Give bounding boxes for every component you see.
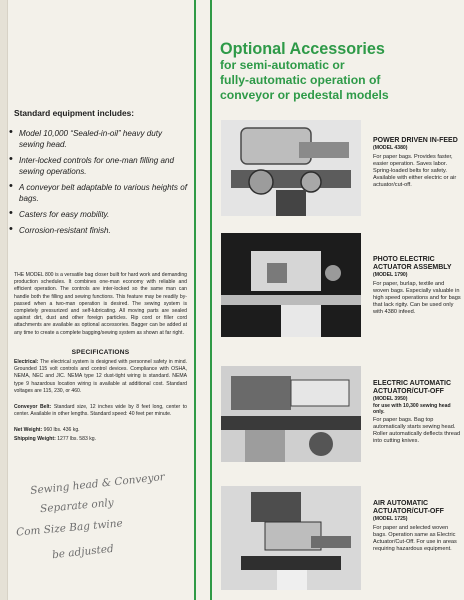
accessory-power-driven-in-feed — [373, 137, 461, 189]
list-item: • Inter-locked controls for one-man filling and sewing operations. — [8, 155, 188, 177]
spec-net-weight — [14, 427, 187, 434]
spec-text: Standard size, 12 inches wide by 8 feet long, center to center. Available in other lengths. Standard speed: 40 feet per minute. — [14, 404, 187, 418]
accessory-description: For paper and selected woven bags. Operation same as Electric Actuator/Cut-Off. For use in areas requiring hazardous equipment. — [373, 524, 457, 552]
handwritten-note-line: Com Size Bag twine — [15, 517, 124, 539]
spec-text: The electrical system is designed with personnel safety in mind. Grounded 115 volt controls and control devices. Compliance with OSHA, NEMA, NEC and JIC. NEMA type 12 dust-tight wiring is standard. NEMA type 9 hazardous location wiring is available at additional cost. Standard voltages are 115, 230, or 460. — [14, 359, 187, 394]
accessory-model: (MODEL 1725) — [373, 516, 408, 522]
accessory-air-automatic-actuator — [373, 500, 461, 553]
accessory-title: AIR AUTOMATIC ACTUATOR/CUT-OFF — [373, 500, 444, 515]
spec-conveyor-belt — [14, 404, 187, 418]
accessory-title: PHOTO ELECTRIC ACTUATOR ASSEMBLY — [373, 256, 452, 271]
spec-text: 960 lbs. 436 kg. — [43, 427, 80, 433]
spec-electrical — [14, 359, 187, 395]
green-divider-right — [210, 0, 212, 600]
page-title: Optional Accessories — [220, 40, 385, 58]
accessory-description: For paper bags. Bag top automatically starts sewing head. Roller automatically deflects thread into cutting knives. — [373, 417, 461, 445]
accessory-photo-electric-actuator — [373, 256, 461, 316]
spec-label: Conveyor Belt: — [14, 404, 52, 410]
spec-label: Net Weight: — [14, 427, 43, 433]
accessory-title: ELECTRIC AUTOMATIC ACTUATOR/CUT-OFF — [373, 380, 452, 395]
standard-equipment-list — [8, 128, 188, 241]
accessory-model: (MODEL 1790) — [373, 272, 408, 278]
accessory-model: (MODEL 3950) — [373, 396, 408, 402]
handwritten-note-line: Sewing head & Conveyor — [29, 470, 166, 498]
list-item: • Corrosion-resistant finish. — [8, 225, 188, 236]
model-800-description: THE MODEL 800 is a versatile bag closer built for hard work and demanding production schedules. It combines one-man economy with reliable and efficient operation. The controls are inter-locked so the same man can handle both the filling and sewing functions. This feature may be readily by-passed when a two-man operation is desired. The sewing system is completely pressurized and self-lubricating. All moving parts are sealed against dirt, dust and other foreign particles. Rip cord or filler cord attachments are available as optional accessories. Bagger can be added at any time to create a complete bagging/sewing system as shown at far right. — [14, 272, 187, 336]
spec-label: Electrical: — [14, 359, 39, 365]
spec-shipping-weight — [14, 436, 187, 443]
accessory-electric-automatic-actuator — [373, 380, 461, 445]
page-fold — [0, 0, 8, 600]
accessory-note: for use with 10,300 sewing head only. — [373, 402, 451, 415]
specifications-heading: SPECIFICATIONS — [71, 349, 130, 356]
list-item: • Model 10,000 “Sealed-in-oil” heavy duty sewing head. — [8, 128, 188, 150]
accessory-model: (MODEL 4380) — [373, 145, 408, 151]
standard-equipment-heading: Standard equipment includes: — [14, 108, 135, 118]
optional-accessories-header — [220, 40, 460, 103]
accessory-title: POWER DRIVEN IN-FEED — [373, 137, 458, 144]
machine-photo-illustration — [221, 486, 361, 590]
handwritten-note-line: Separate only — [39, 496, 115, 516]
green-divider-left — [194, 0, 196, 600]
subtitle-line: conveyor or pedestal models — [220, 88, 389, 102]
subtitle-line: for semi-automatic or — [220, 58, 345, 72]
spec-text: 1277 lbs. 583 kg. — [57, 436, 97, 442]
subtitle-line: fully-automatic operation of — [220, 73, 381, 87]
machine-photo-illustration — [221, 120, 361, 216]
machine-photo-illustration — [221, 233, 361, 337]
list-item: • Casters for easy mobility. — [8, 209, 188, 220]
photo-electric-actuator-photo — [221, 233, 361, 337]
machine-photo-illustration — [221, 366, 361, 462]
electric-actuator-cutoff-photo — [221, 366, 361, 462]
handwritten-note-line: be adjusted — [51, 542, 115, 562]
accessory-description: For paper, burlap, textile and woven bags. Especially valuable in high speed operations and for bags that lack rigity. Can be used only with 4380 infeed. — [373, 280, 461, 315]
power-in-feed-photo — [221, 120, 361, 216]
air-actuator-cutoff-photo — [221, 486, 361, 590]
spec-label: Shipping Weight: — [14, 436, 56, 442]
accessory-description: For paper bags. Provides faster, easier operation. Saves labor. Spring-loaded belts for safety. Available with either electric or air actuator/cut-off. — [373, 153, 457, 188]
list-item: • A conveyor belt adaptable to various heights of bags. — [8, 182, 188, 204]
